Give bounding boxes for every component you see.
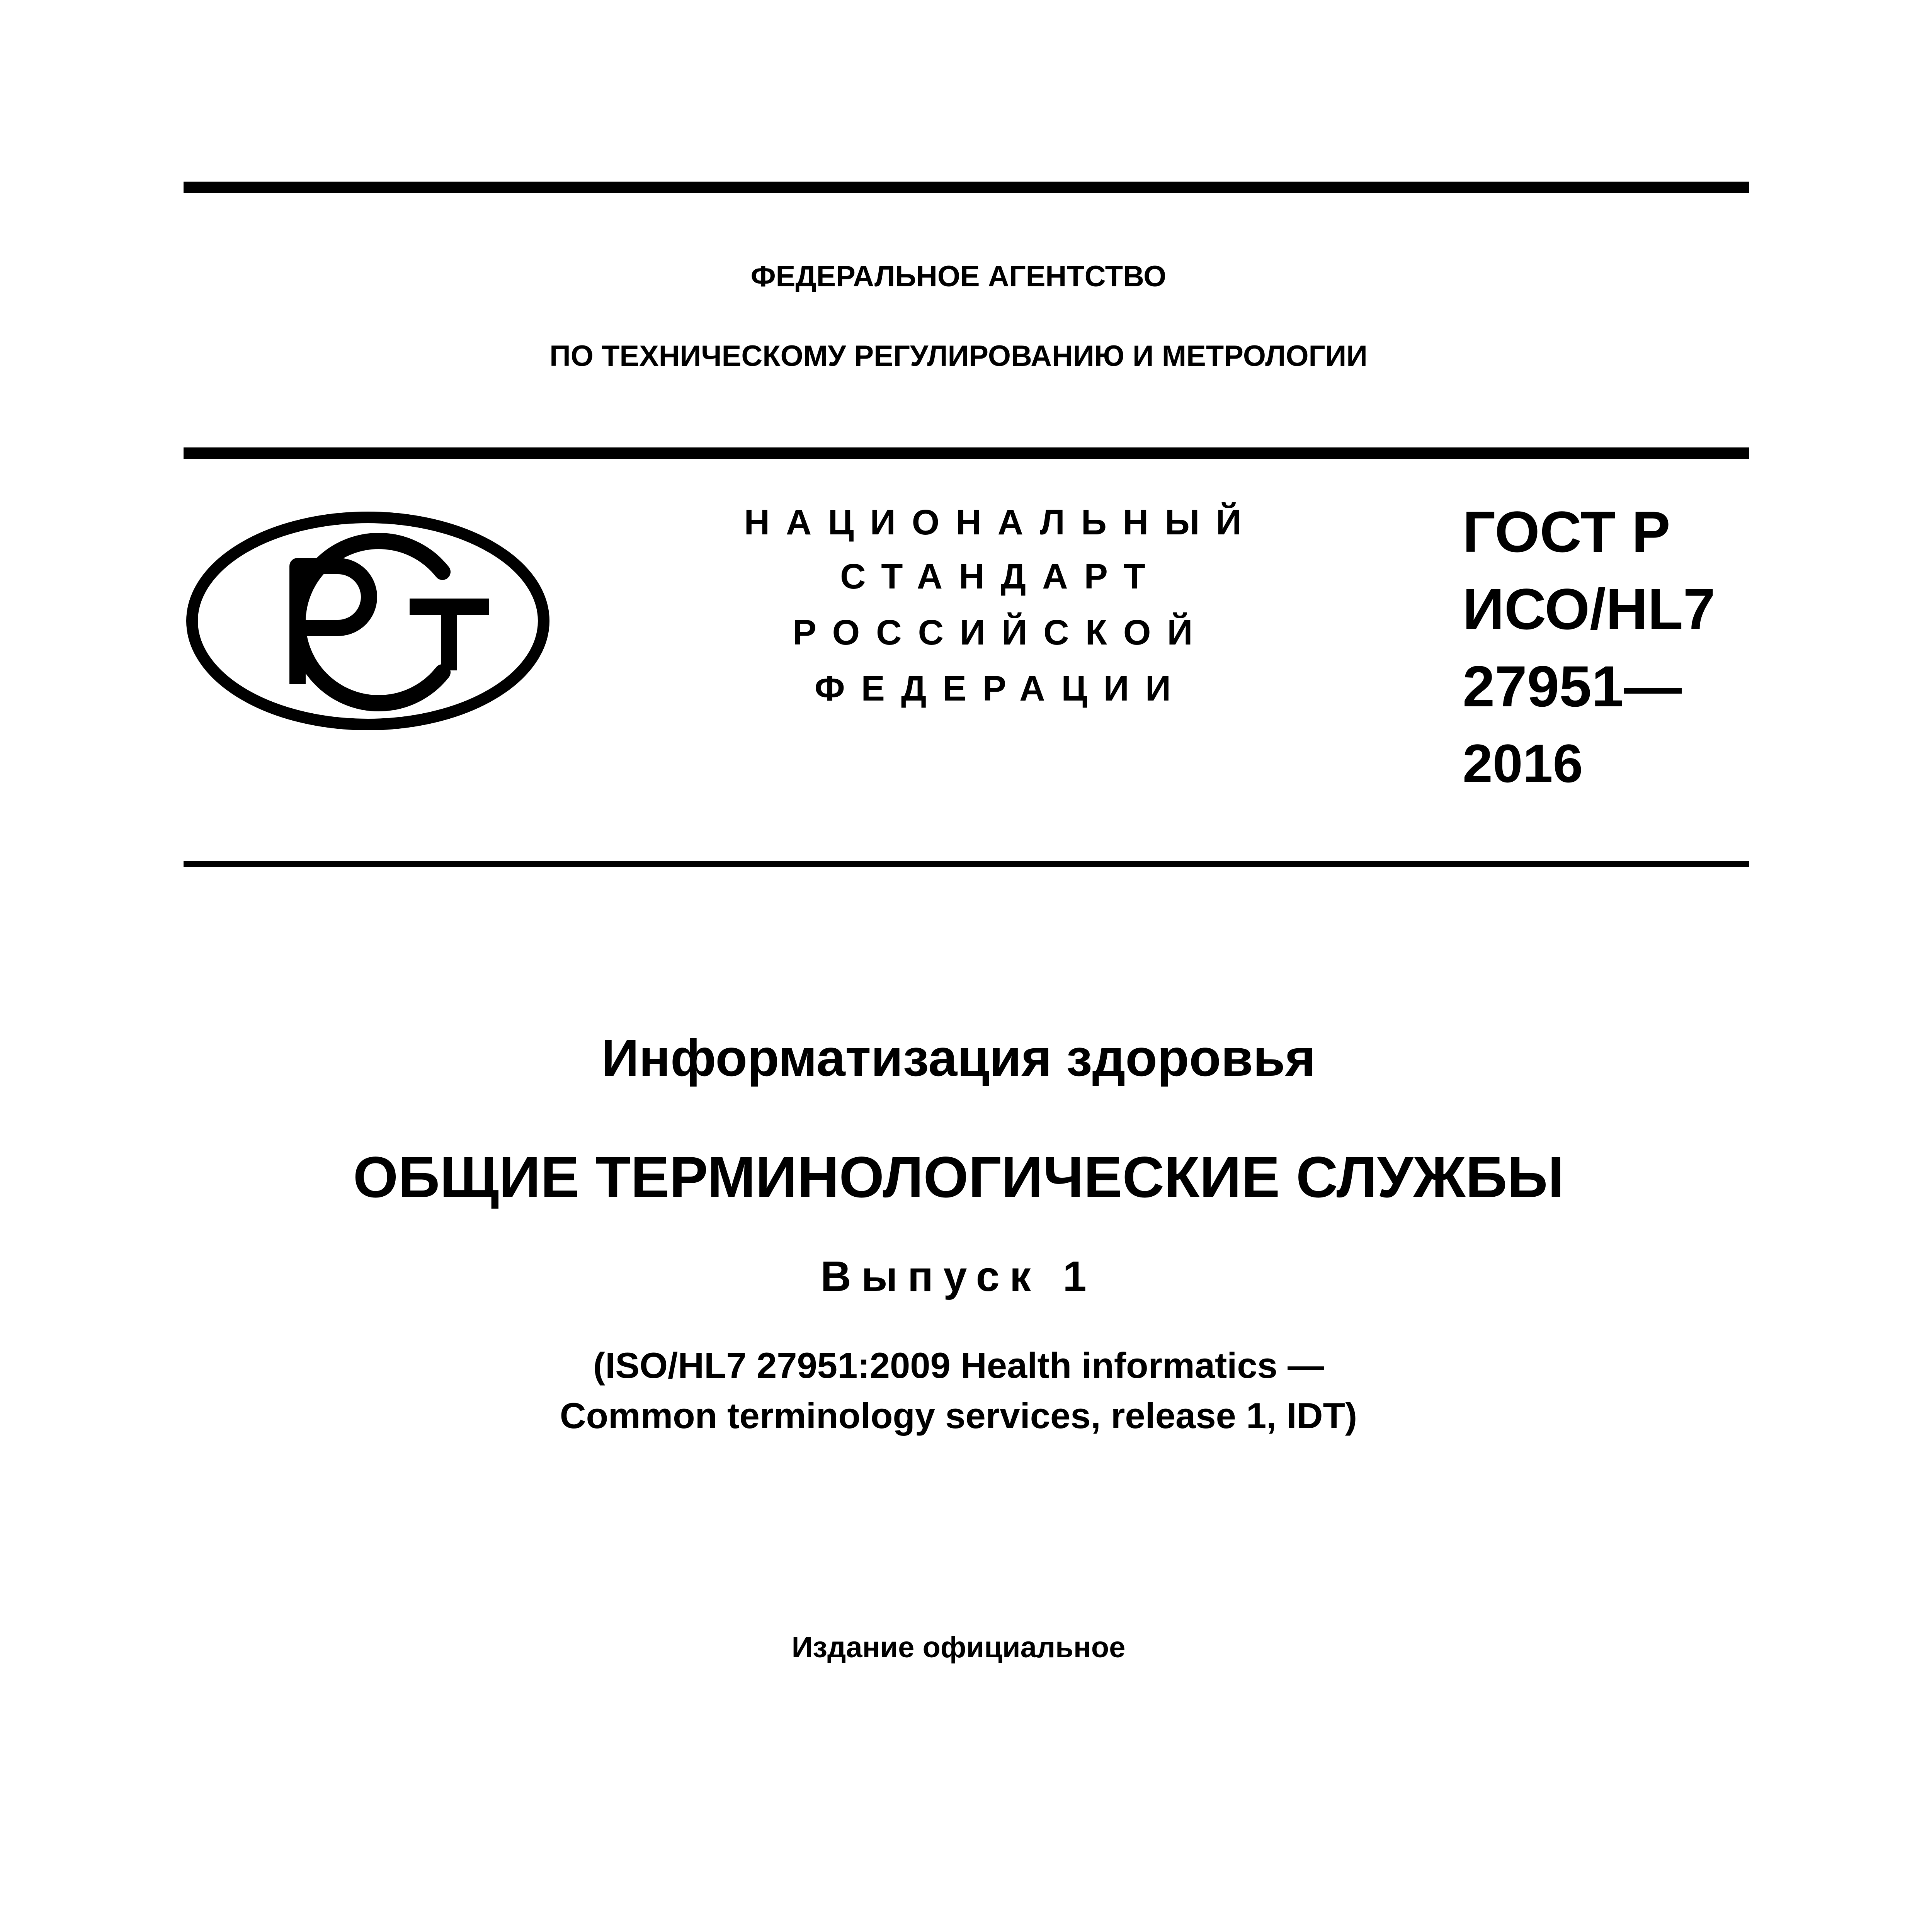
top-rule: [184, 182, 1749, 193]
national-standard-line-2: СТАНДАРТ: [840, 557, 1162, 596]
designation-line-2: ИСО/HL7: [1463, 577, 1716, 641]
document-subject: Информатизация здоровья: [601, 1029, 1316, 1087]
gost-r-emblem-icon: [185, 508, 551, 734]
agency-line-2: ПО ТЕХНИЧЕСКОМУ РЕГУЛИРОВАНИЮ И МЕТРОЛОГИИ: [549, 340, 1368, 372]
designation-rule: [184, 861, 1749, 867]
original-title-line-1: (ISO/HL7 27951:2009 Health informatics —: [593, 1345, 1324, 1386]
document-part: Выпуск 1: [820, 1253, 1097, 1300]
national-standard-line-4: ФЕДЕРАЦИИ: [815, 669, 1187, 708]
header-rule: [184, 447, 1749, 459]
agency-line-1: ФЕДЕРАЛЬНОЕ АГЕНТСТВО: [750, 260, 1167, 293]
designation-line-1: ГОСТ Р: [1463, 499, 1670, 564]
document-title: ОБЩИЕ ТЕРМИНОЛОГИЧЕСКИЕ СЛУЖБЫ: [353, 1145, 1564, 1209]
original-title-line-2: Common terminology services, release 1, IDT): [560, 1395, 1357, 1436]
designation-year: 2016: [1463, 733, 1583, 794]
designation-line-3: 27951—: [1463, 654, 1682, 719]
edition-note: Издание официальное: [791, 1631, 1126, 1664]
national-standard-line-1: НАЦИОНАЛЬНЫЙ: [744, 503, 1258, 542]
national-standard-line-3: РОССИЙСКОЙ: [793, 613, 1209, 652]
